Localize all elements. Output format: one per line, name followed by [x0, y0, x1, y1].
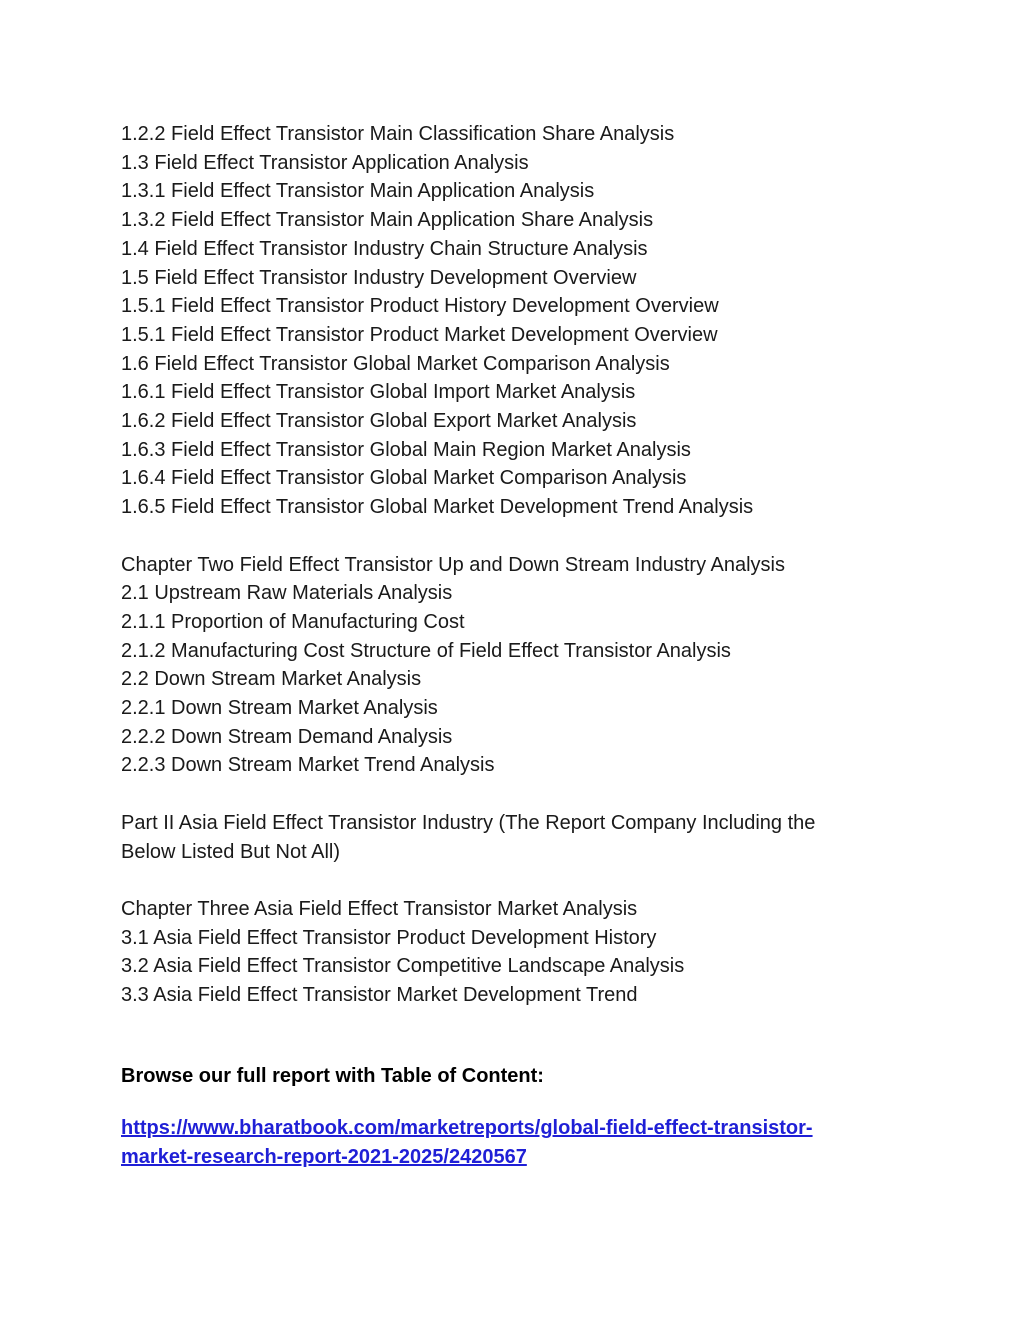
part-heading-line: Below Listed But Not All) — [121, 840, 340, 863]
toc-section-chapter-three — [121, 895, 881, 1010]
toc-line: 1.3 Field Effect Transistor Application Analysis — [121, 151, 529, 174]
toc-line: 1.5 Field Effect Transistor Industry Development Overview — [121, 266, 637, 289]
toc-line: 1.6.1 Field Effect Transistor Global Import Market Analysis — [121, 381, 636, 404]
toc-section-chapter-two — [121, 551, 881, 781]
part-two-heading — [121, 809, 881, 866]
toc-line: 1.2.2 Field Effect Transistor Main Classification Share Analysis — [121, 123, 675, 145]
toc-line: 1.6.3 Field Effect Transistor Global Main Region Market Analysis — [121, 438, 691, 461]
toc-line: 1.5.1 Field Effect Transistor Product Market Development Overview — [121, 323, 718, 346]
chapter-heading: Chapter Two Field Effect Transistor Up and Down Stream Industry Analysis — [121, 553, 786, 576]
paragraph-spacer — [121, 866, 881, 895]
paragraph-spacer — [121, 522, 881, 551]
part-heading-line: Part II Asia Field Effect Transistor Industry (The Report Company Including the — [121, 811, 816, 834]
paragraph-spacer — [121, 780, 881, 809]
toc-line: 2.2.1 Down Stream Market Analysis — [121, 697, 438, 720]
toc-line: 1.3.1 Field Effect Transistor Main Application Analysis — [121, 180, 595, 203]
toc-line: 1.6.4 Field Effect Transistor Global Market Comparison Analysis — [121, 467, 687, 490]
toc-line: 3.2 Asia Field Effect Transistor Competitive Landscape Analysis — [121, 955, 685, 978]
report-link[interactable] — [121, 1114, 881, 1171]
toc-line: 3.3 Asia Field Effect Transistor Market Development Trend — [121, 984, 638, 1007]
toc-line: 1.3.2 Field Effect Transistor Main Application Share Analysis — [121, 209, 654, 232]
toc-line: 2.1.1 Proportion of Manufacturing Cost — [121, 610, 465, 633]
paragraph-spacer — [121, 1010, 881, 1062]
toc-line: 2.2 Down Stream Market Analysis — [121, 668, 422, 691]
toc-line: 2.2.3 Down Stream Market Trend Analysis — [121, 754, 495, 777]
toc-line: 1.5.1 Field Effect Transistor Product History Development Overview — [121, 295, 719, 318]
toc-line: 2.1.2 Manufacturing Cost Structure of Field Effect Transistor Analysis — [121, 639, 731, 662]
toc-line: 3.1 Asia Field Effect Transistor Product Development History — [121, 926, 657, 949]
report-link-line: https://www.bharatbook.com/marketreports/global-field-effect-transistor- — [121, 1117, 813, 1140]
toc-line: 2.2.2 Down Stream Demand Analysis — [121, 725, 453, 748]
toc-line: 1.6.2 Field Effect Transistor Global Export Market Analysis — [121, 410, 637, 433]
chapter-heading: Chapter Three Asia Field Effect Transistor Market Analysis — [121, 897, 638, 920]
toc-section-part1 — [121, 120, 881, 522]
toc-line: 1.6.5 Field Effect Transistor Global Market Development Trend Analysis — [121, 496, 754, 519]
browse-heading: Browse our full report with Table of Content: — [121, 1064, 544, 1087]
document-body — [121, 120, 881, 1171]
report-link-line: market-research-report-2021-2025/2420567 — [121, 1145, 527, 1168]
toc-line: 1.6 Field Effect Transistor Global Market Comparison Analysis — [121, 352, 670, 375]
toc-line: 1.4 Field Effect Transistor Industry Chain Structure Analysis — [121, 237, 648, 260]
toc-line: 2.1 Upstream Raw Materials Analysis — [121, 582, 453, 605]
